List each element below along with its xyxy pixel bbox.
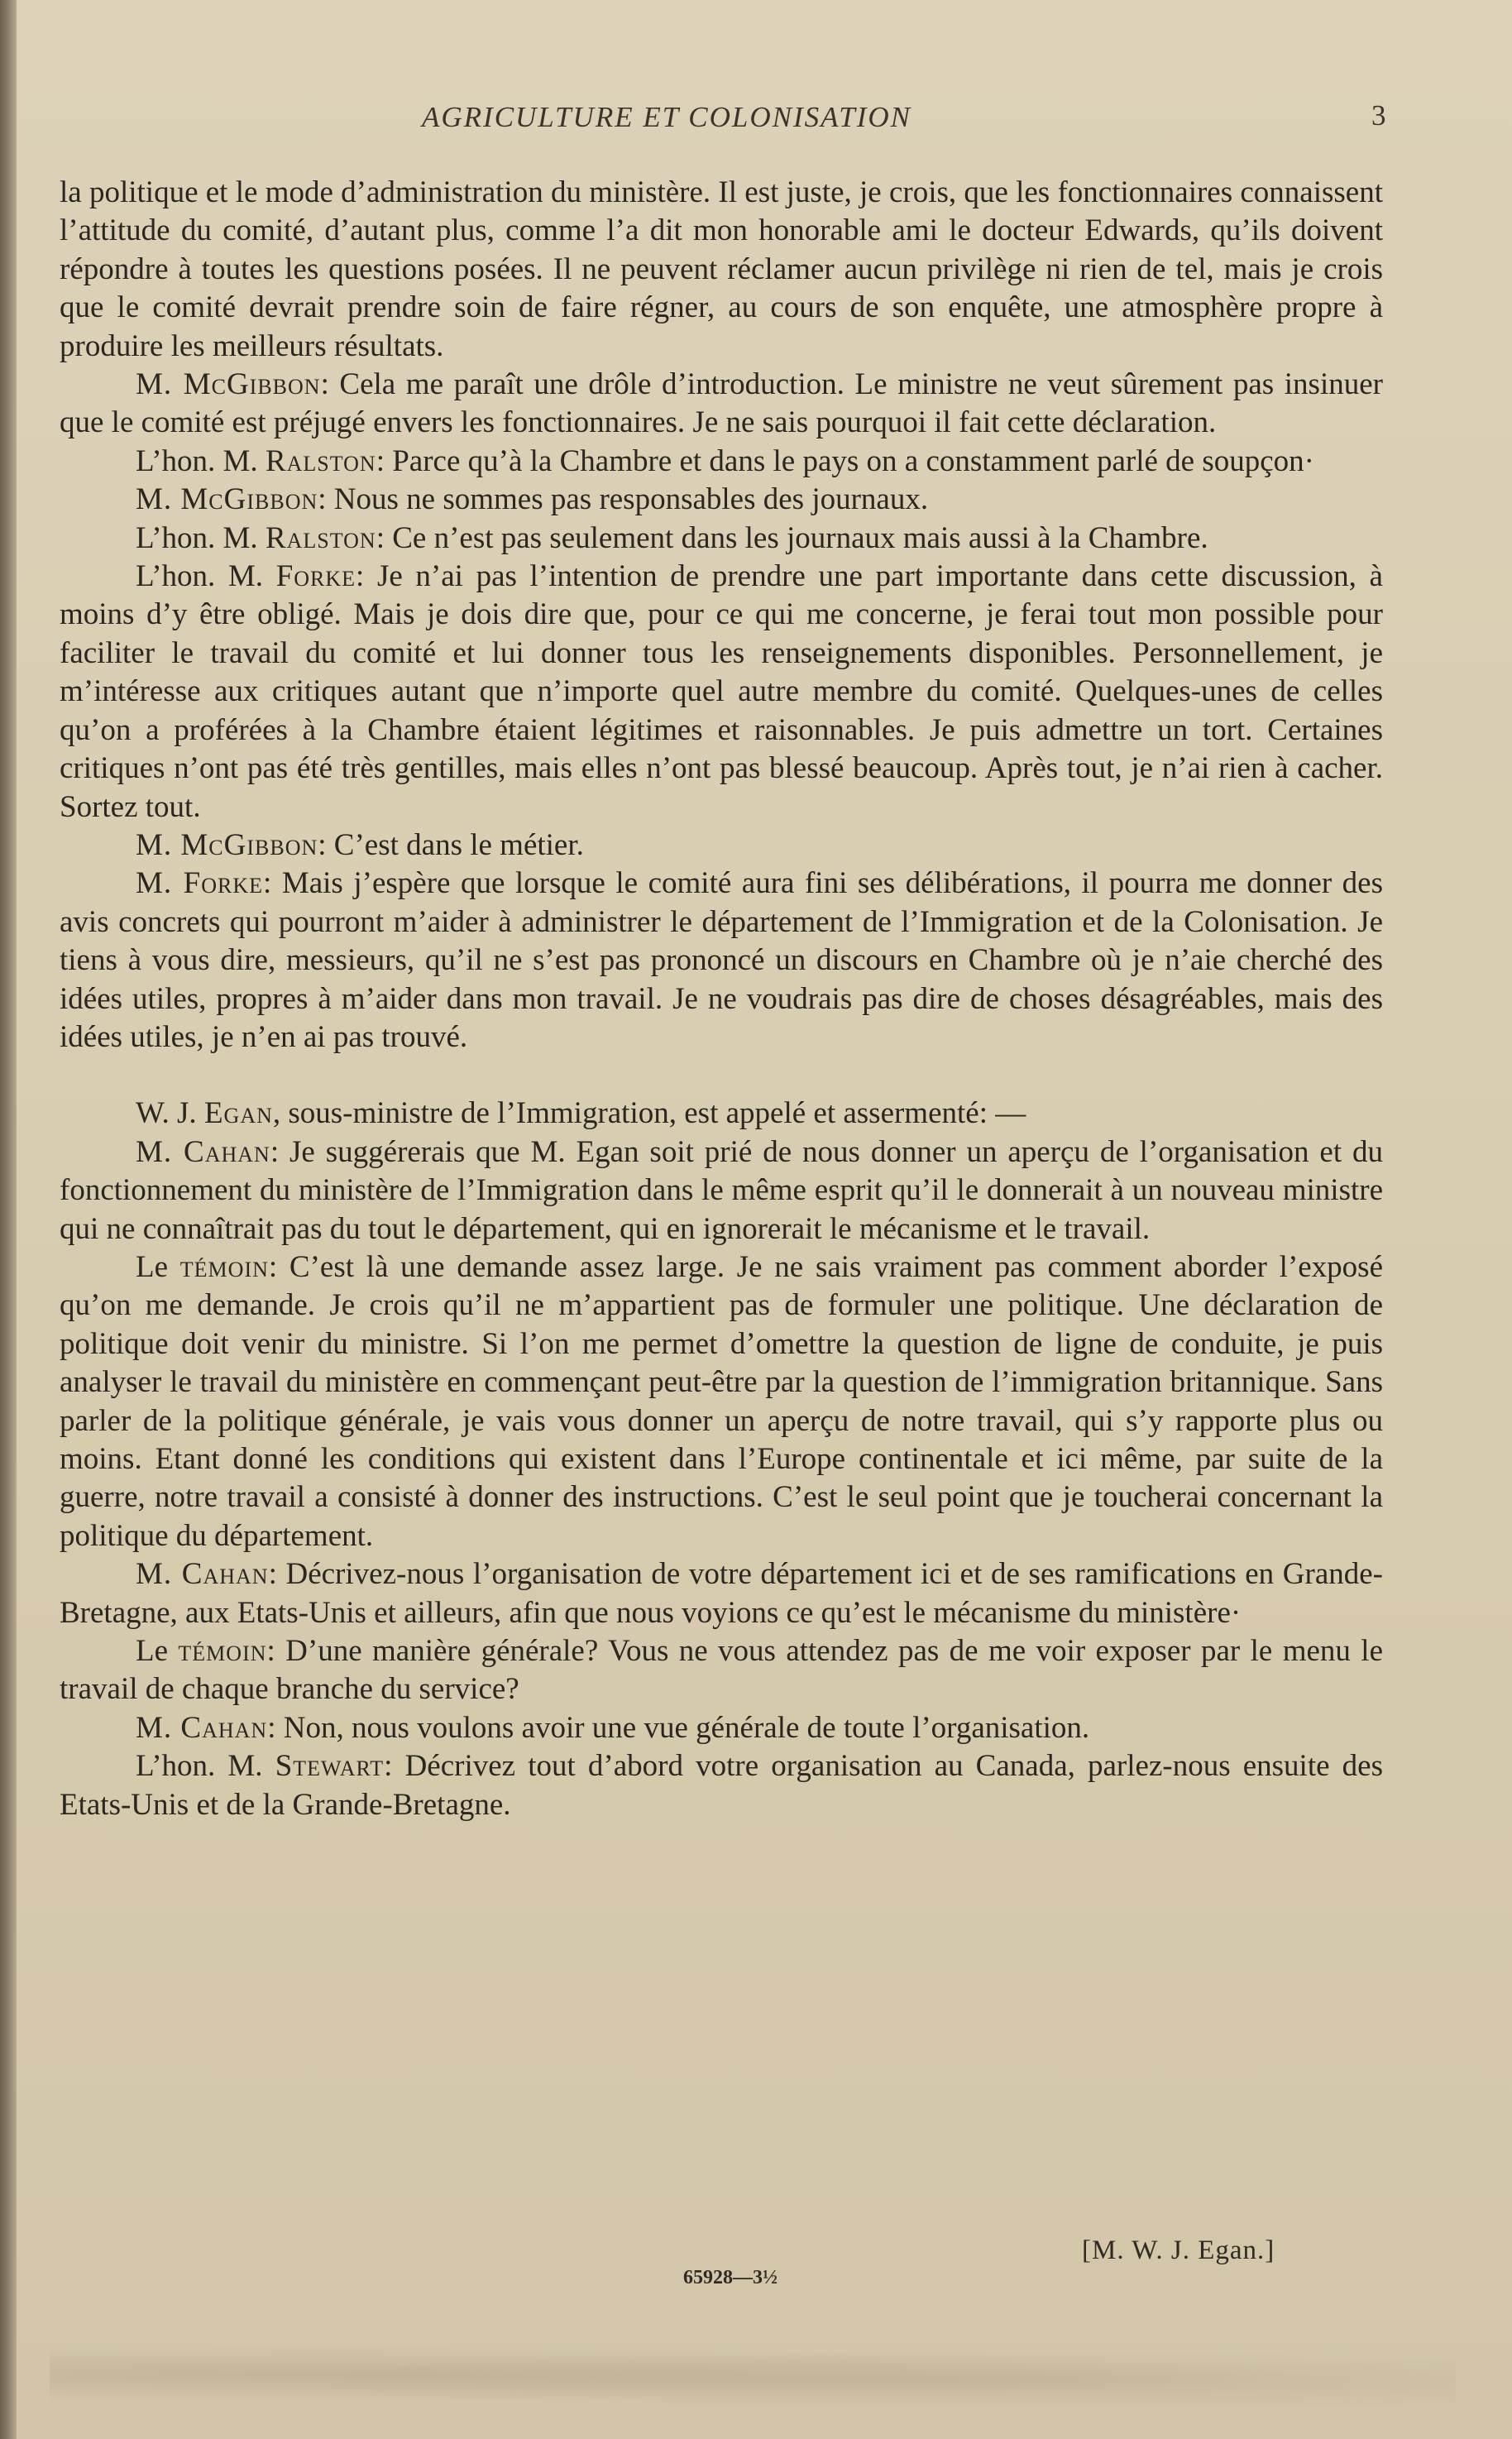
paragraph-3: L’hon. M. Ralston: Parce qu’à la Chambre et dans le pays on a constamment parlé de soupçon· — [136, 443, 1314, 478]
speaker-name: Egan — [203, 1096, 273, 1131]
paragraph-13: Le témoin: D’une manière générale? Vous ne vous attendez pas de me voir exposer par le menu le travail de chaque branche du service? — [60, 1634, 1383, 1707]
paragraph-14: M. Cahan: Non, nous voulons avoir une vue générale de toute l’organisation. — [136, 1710, 1090, 1745]
speaker-name: témoin — [179, 1249, 269, 1284]
paragraph-10: M. Cahan: Je suggérerais que M. Egan soit prié de nous donner un aperçu de l’organisation et du fonctionnement du ministère de l’Immigration dans le même esprit qu’il le donnerait à un nouveau ministre qui ne connaîtrait pas du tout le département, qui en ignorerait le mécanisme et le travail. — [60, 1134, 1384, 1246]
paragraph-9: W. J. Egan, sous-ministre de l’Immigration, est appelé et assermenté: — — [136, 1096, 1026, 1131]
paragraph-6: L’hon. M. Forke: Je n’ai pas l’intention de prendre une part importante dans cette discussion, à moins d’y être obligé. Mais je dois dire que, pour ce qui me concerne, je ferai tout mon possible pour faciliter le travail du comité et lui donner tous les renseignements disponibles. Personnellement, je m’intéresse aux critiques autant que n’importe quel autre membre du comité. Quelques-unes de celles qu’on a proférées à la Chambre étaient légitimes et raisonnables. Je puis admettre un tort. Certaines critiques n’ont pas été très gentilles, mais elles n’ont pas blessé beaucoup. Après tout, je n’ai rien à cacher. Sortez tout. — [60, 559, 1383, 824]
speaker-name: M. Cahan — [136, 1557, 269, 1592]
speaker-name: Ralston — [265, 520, 376, 555]
speaker-name: Forke — [275, 559, 356, 594]
paragraph-15: L’hon. M. Stewart: Décrivez tout d’abord votre organisation au Canada, parlez-nous ensuite des Etats-Unis et de la Grande-Bretagne. — [60, 1749, 1383, 1822]
speaker-name: M. Cahan — [136, 1134, 270, 1169]
page-stain — [50, 2341, 1456, 2408]
book-binding-edge — [0, 0, 17, 2439]
paragraph-5: L’hon. M. Ralston: Ce n’est pas seulement dans les journaux mais aussi à la Chambre. — [136, 520, 1208, 555]
speaker-name: M. McGibbon — [136, 367, 321, 402]
print-code: 65928—3½ — [683, 2267, 778, 2288]
speaker-name: témoin — [178, 1634, 267, 1669]
paragraph-1: la politique et le mode d’administration du ministère. Il est juste, je crois, que les fonctionnaires connaissent l’attitude du comité, d’autant plus, comme l’a dit mon honorable ami le docteur Edwards, qu’ils doivent répondre à toutes les questions posées. Il ne peuvent réclamer aucun privilège ni rien de tel, mais je crois que le comité devrait prendre soin de faire régner, au cours de son enquête, une atmosphère propre à produire les meilleurs résultats. — [60, 175, 1383, 363]
paragraph-4: M. McGibbon: Nous ne sommes pas responsables des journaux. — [136, 482, 929, 517]
paragraph-8: M. Forke: Mais j’espère que lorsque le comité aura fini ses délibérations, il pourra me donner des avis concrets qui pourront m’aider à administrer le département de l’Immigration et de la Colonisation. Je tiens à vous dire, messieurs, qu’il ne s’est pas prononcé un discours en Chambre où je n’aie cherché des idées utiles, propres à m’aider dans mon travail. Je ne voudrais pas dire de choses désagréables, mais des idées utiles, je n’en ai pas trouvé. — [60, 866, 1383, 1054]
speaker-name: M. McGibbon — [136, 482, 318, 517]
paragraph-7: M. McGibbon: C’est dans le métier. — [136, 827, 584, 862]
running-header — [0, 93, 1512, 142]
running-title: AGRICULTURE ET COLONISATION — [422, 101, 912, 133]
paragraph-12: M. Cahan: Décrivez-nous l’organisation de votre département ici et de ses ramifications en Grande-Bretagne, aux Etats-Unis et ailleurs, afin que nous voyions ce qu’est le mécanisme du ministère· — [60, 1557, 1384, 1630]
speaker-name: M. McGibbon — [136, 827, 318, 862]
witness-signature-line: [M. W. J. Egan.] — [1082, 2235, 1275, 2265]
speaker-name: M. Cahan — [136, 1710, 268, 1745]
page-number: 3 — [1371, 99, 1386, 132]
speaker-name: Ralston — [265, 443, 376, 478]
body-text — [60, 174, 1383, 1824]
speaker-name: M. Forke — [136, 866, 264, 901]
paragraph-2: M. McGibbon: Cela me paraît une drôle d’introduction. Le ministre ne veut sûrement pas insinuer que le comité est préjugé envers les fonctionnaires. Je ne sais pourquoi il fait cette déclaration. — [60, 367, 1383, 440]
paragraph-11: Le témoin: C’est là une demande assez large. Je ne sais vraiment pas comment aborder l’exposé qu’on me demande. Je crois qu’il ne m’appartient pas de formuler une politique. Une déclaration de politique doit venir du ministre. Si l’on me permet d’omettre la question de ligne de conduite, je puis analyser le travail du ministère en commençant peut-être par la question de l’immigration britannique. Sans parler de la politique générale, je vais vous donner un aperçu de notre travail, qui s’y rapporte plus ou moins. Etant donné les conditions qui existent dans l’Europe continentale et ici même, par suite de la guerre, notre travail a consisté à donner des instructions. C’est le seul point que je toucherai concernant la politique du département. — [60, 1249, 1384, 1553]
speaker-name: Stewart — [275, 1749, 385, 1784]
